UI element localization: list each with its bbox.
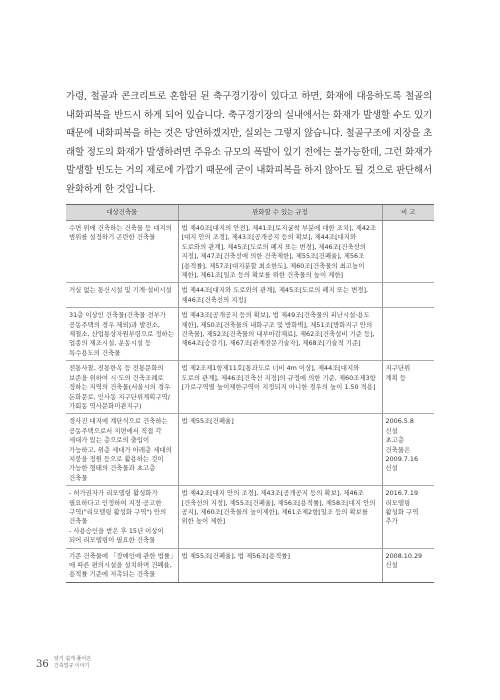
footer-line-2: 건축법규 이야기 [54, 663, 90, 669]
cell-note: 2016.7.19 리모델링 활성화 구역 추가 [382, 486, 434, 548]
cell-rules: 법 제55조[건폐율], 법 제56조[용적률] [178, 548, 382, 582]
table-row [66, 361, 434, 414]
table-row [66, 308, 434, 361]
cell-target: 수면 위에 건축하는 건축물 등 대지의 범위를 설정하기 곤란한 건축물 [66, 221, 178, 283]
cell-target: 전통사찰, 전통한옥 등 전통문화의 보존을 위하여 시·도의 건축조례로 정하는 지역의 건축물(서울시의 경우 돈화문로, 인사동 지구단위계획구역/가회동 역사문화미관지구) [66, 361, 178, 414]
cell-note [382, 221, 434, 283]
table-row [66, 414, 434, 486]
footer-line-1: 알기 쉽게 풀어쓴 [54, 656, 91, 662]
cell-rules: 법 제43조[공개공지 등의 확보], 법 제49조[건축물의 피난시설·용도 제한], 제50조[건축물의 내화구조 및 방화벽], 제51조[방화지구 안의 건축물], 제52조[건축물의 내부마감재료], 제62조[건축설비 기준 등], 제64조[승강기], 제67조[관계전문기술자], 제68조[기술적 기준] [178, 308, 382, 361]
cell-target: 경사진 대지에 계단식으로 건축하는 공동주택으로서 지면에서 직접 각 세대가 있는 층으로의 출입이 가능하고, 위층 세대가 아래층 세대의 지붕을 정원 등으로 활용하는 것이 가능한 형태의 건축물과 초고층 건축물 [66, 414, 178, 486]
cell-rules: 법 제40조[대지의 안전], 제41조[토지굴착 부분에 대한 조치], 제42조[대지 안의 조경], 제43조[공개공지 등의 확보], 제44조[대지와 도로와의 관계], 제45조[도로의 폐지 또는 변경], 제46조[건축선의 지정], 제47조[건축선에 의한 건축제한], 제55조[건폐율], 제56조[용적률], 제57조[대지분할 최소한도], 제60조[건축물의 최고높이 제한], 제61조[일조 등의 확보를 위한 건축물의 높이 제한] [178, 221, 382, 283]
cell-rules: 법 제55조[건폐율] [178, 414, 382, 486]
header-rules: 완화할 수 있는 규정 [178, 205, 382, 221]
table-row [66, 283, 434, 308]
relaxation-table [66, 204, 434, 583]
cell-note: 2006.5.8 신설 초고층 건축물은 2009.7.16 신설 [382, 414, 434, 486]
cell-target: 기존 건축물에 「장애인에 관한 법률」에 따른 편의시설을 설치하며 건폐율, 용적률 기준에 저촉되는 건축물 [66, 548, 178, 582]
header-note: 비 고 [382, 205, 434, 221]
cell-target: 31층 이상인 건축물(건축물 전부가 공동주택의 경우 제외)과 발전소, 제철소, 산업통상자원부령으로 정하는 업종의 제조시설, 운동시설 등 특수용도의 건축물 [66, 308, 178, 361]
table-header-row [66, 205, 434, 221]
cell-note: 2008.10.29 신설 [382, 548, 434, 582]
table-row [66, 221, 434, 283]
cell-rules: 법 제44조[대지와 도로와의 관계], 제45조[도로의 폐지 또는 변경], 제46조[건축선의 지정] [178, 283, 382, 308]
cell-note [382, 283, 434, 308]
page-number: 36 [36, 659, 49, 670]
cell-note [382, 308, 434, 361]
cell-target: - 허가권자가 리모델링 활성화가 필요하다고 인정하여 지정·공고한 구역("리모델링 활성화 구역") 안의 건축물 - 사용승인을 받은 후 15년 이상이 되어 리모델링이 필요한 건축물 [66, 486, 178, 548]
header-target: 대상건축물 [66, 205, 178, 221]
cell-note: 지구단위 계획 등 [382, 361, 434, 414]
cell-rules: 법 제42조[대지 안의 조경], 제43조[공개공지 등의 확보], 제46조[건축선의 지정], 제55조[건폐율], 제56조[용적률], 제58조[대지 안의 공지], 제60조[건축물의 높이제한], 제61조제2항[일조 등의 확보를 위한 높이 제한] [178, 486, 382, 548]
cell-rules: 법 제2조제1항제11호[통과도로 너비 4m 이상], 제44조[대지와 도로의 관계], 제46조[건축선 지정]의 규정에 의한 기준, 제60조제3항[가로구역별 높이제한구역이 지정되지 아니한 경우의 높이 1.50 적용] [178, 361, 382, 414]
table-row [66, 486, 434, 548]
cell-target: 거실 없는 통신시설 및 기계·설비시설 [66, 283, 178, 308]
table-row [66, 548, 434, 582]
running-footer [54, 656, 91, 670]
body-paragraph: 가령, 철골과 콘크리트로 혼합된 된 축구경기장이 있다고 하면, 화재에 대응하도록 철골의 내화피복을 반드시 하게 되어 있습니다. 축구경기장의 실내에서는 화재가 발생할 수도 있기 때문에 내화피복을 하는 것은 당연하겠지만, 실외는 그렇지 않습니다. 철골구조에 지장을 초래할 정도의 화재가 발생하려면 주유소 규모의 폭발이 있기 전에는 불가능한데, 그런 화재가 발생할 빈도는 거의 제로에 가깝기 때문에 굳이 내화피복을 하지 않아도 될 것으로 판단해서 완화하게 한 것입니다. [66, 91, 432, 195]
